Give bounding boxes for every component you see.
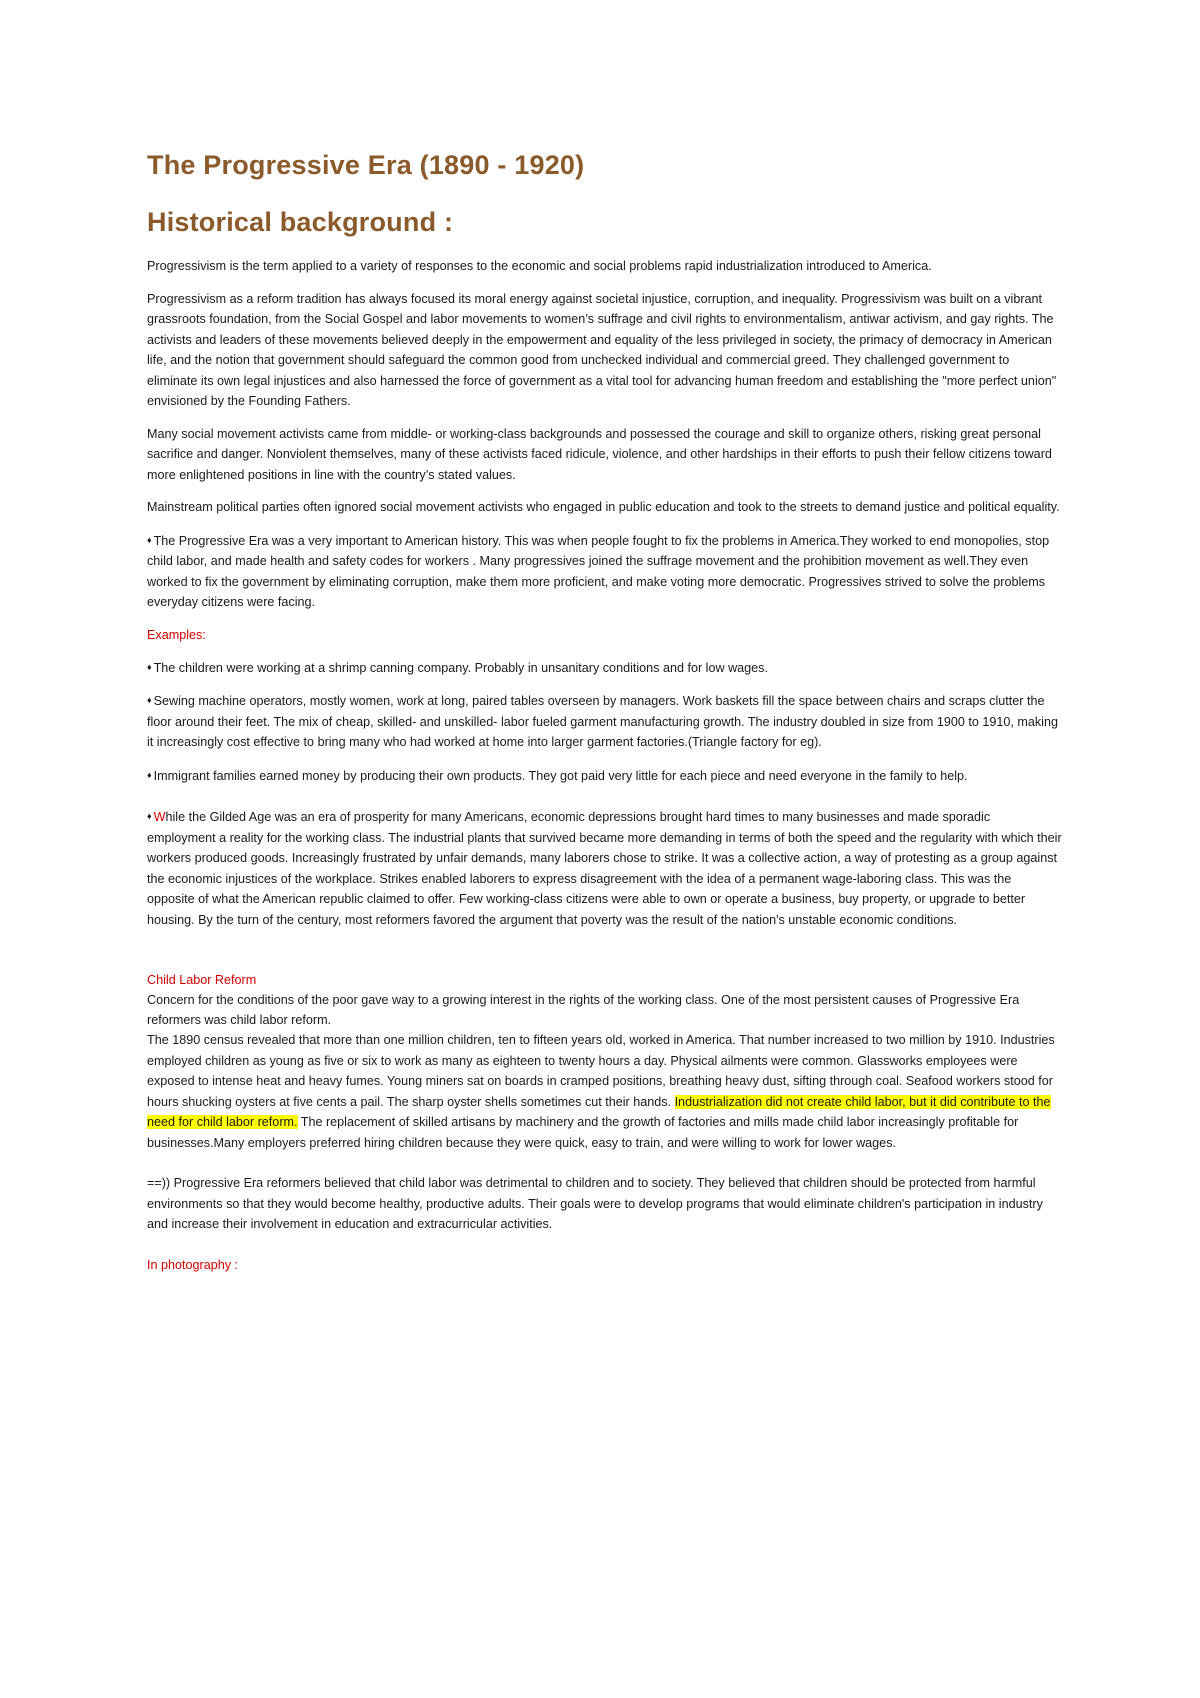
example-text: Immigrant families earned money by producing their own products. They got paid very little for each piece and need everyone in the family to help. bbox=[153, 768, 968, 783]
example-text: Sewing machine operators, mostly women, work at long, paired tables overseen by managers. Work baskets fill the space between chairs and scraps clutter the floor around their feet. The mix of cheap, skilled- and unskilled- labor fueled garment manufacturing growth. The industry doubled in size from 1900 to 1910, making it increasingly cost effective to bring many who had worked at home into larger garment factories.(Triangle factory for eg). bbox=[147, 694, 1058, 749]
document-page bbox=[147, 150, 1062, 1287]
drop-letter: W bbox=[153, 810, 166, 824]
document-title: The Progressive Era (1890 - 1920) bbox=[147, 150, 585, 180]
diamond-bullet-icon: ♦ bbox=[147, 661, 152, 672]
example-text: The children were working at a shrimp canning company. Probably in unsanitary conditions and for low wages. bbox=[153, 660, 768, 675]
paragraph-mainstream-parties: Mainstream political parties often ignored social movement activists who engaged in public education and took to the streets to demand justice and political equality. bbox=[147, 500, 1060, 514]
examples-label: Examples: bbox=[147, 627, 206, 642]
paragraph-reformers-beliefs: ==)) Progressive Era reformers believed that child labor was detrimental to children and to society. They believed that children should be protected from harmful environments so that they would become healthy, productive adults. Their goals were to develop programs that would eliminate children's participation in industry and increase their involvement in education and extracurricular activities. bbox=[147, 1176, 1043, 1231]
paragraph-reform-tradition: Progressivism as a reform tradition has always focused its moral energy against societal injustice, corruption, and inequality. Progressivism was built on a vibrant grassroots foundation, from the Social Gospel and labor movements to women’s suffrage and civil rights to environmentalism, antiwar activism, and gay rights. The activists and leaders of these movements believed deeply in the empowerment and equality of the less privileged in society, the primacy of democracy in American life, and the notion that government should safeguard the common good from unchecked individual and commercial greed. They challenged government to eliminate its own legal injustices and also harnessed the force of government as a vital tool for advancing human freedom and establishing the "more perfect union" envisioned by the Founding Fathers. bbox=[147, 291, 1057, 408]
paragraph-text: hile the Gilded Age was an era of prosperity for many Americans, economic depressions brought hard times to many businesses and made sporadic employment a reality for the working class. The industrial plants that survived became more demanding in terms of both the speed and the regularity with which their workers produced goods. Increasingly frustrated by unfair demands, many laborers chose to strike. It was a collective action, a way of protesting as a group against the economic injustices of the workplace. Strikes enabled laborers to express disagreement with the idea of a permanent wage-laboring class. This was the opposite of what the American republic claimed to offer. Few working-class citizens were able to own or operate a business, buy property, or upgrade to better housing. By the turn of the century, most reformers favored the argument that poverty was the result of the nation's unstable economic conditions. bbox=[147, 810, 1062, 927]
section-heading-child-labor-reform: Child Labor Reform bbox=[147, 973, 257, 987]
paragraph-progressive-era-importance bbox=[147, 530, 1062, 613]
paragraph-gilded-age bbox=[147, 806, 1062, 930]
example-immigrant-families bbox=[147, 765, 1062, 787]
example-sewing-machine bbox=[147, 690, 1062, 753]
section-heading-historical-background: Historical background : bbox=[147, 207, 454, 237]
example-shrimp-canning bbox=[147, 657, 1062, 679]
diamond-bullet-icon: ♦ bbox=[147, 811, 152, 821]
diamond-bullet-icon: ♦ bbox=[147, 769, 152, 780]
highlighted-text: Industrialization did not create child labor, but it did contribute to the need for child labor reform. bbox=[147, 1094, 1051, 1129]
paragraph-progressivism-definition: Progressivism is the term applied to a variety of responses to the economic and social problems rapid industrialization introduced to America. bbox=[147, 259, 932, 273]
paragraph-child-labor-intro: Concern for the conditions of the poor gave way to a growing interest in the rights of the working class. One of the most persistent causes of Progressive Era reformers was child labor reform. bbox=[147, 993, 1020, 1027]
paragraph-census bbox=[147, 1030, 1062, 1153]
section-heading-photography: In photography : bbox=[147, 1257, 239, 1272]
diamond-bullet-icon: ♦ bbox=[147, 695, 152, 705]
paragraph-text: The Progressive Era was a very important to American history. This was when people fought to fix the problems in America.They worked to end monopolies, stop child labor, and made health and safety codes for workers . Many progressives joined the suffrage movement and the prohibition movement as well.They even worked to fix the government by eliminating corruption, make them more proficient, and make voting more democratic. Progressives strived to solve the problems everyday citizens were facing. bbox=[147, 533, 1050, 609]
paragraph-social-activists: Many social movement activists came from middle- or working-class backgrounds and possessed the courage and skill to organize others, risking great personal sacrifice and danger. Nonviolent themselves, many of these activists faced ridicule, violence, and other hardships in their efforts to push their fellow citizens toward more enlightened positions in line with the country’s stated values. bbox=[147, 426, 1052, 482]
paragraph-text: The 1890 census revealed that more than one million children, ten to fifteen years old, worked in America. That number increased to two million by 1910. Industries employed children as young as five or six to work as many as eighteen to twenty hours a day. Physical ailments were common. Glassworks employees were exposed to intense heat and heavy fumes. Young miners sat on boards in cramped positions, breathing heavy dust, sifting through coal. Seafood workers stood for hours shucking oysters at five cents a pail. The sharp oyster shells sometimes cut their hands. bbox=[147, 1033, 1055, 1109]
paragraph-text: The replacement of skilled artisans by machinery and the growth of factories and mills made child labor increasingly profitable for businesses.Many employers preferred hiring children because they were quick, easy to train, and were willing to work for lower wages. bbox=[147, 1115, 1019, 1150]
diamond-bullet-icon: ♦ bbox=[147, 534, 152, 545]
